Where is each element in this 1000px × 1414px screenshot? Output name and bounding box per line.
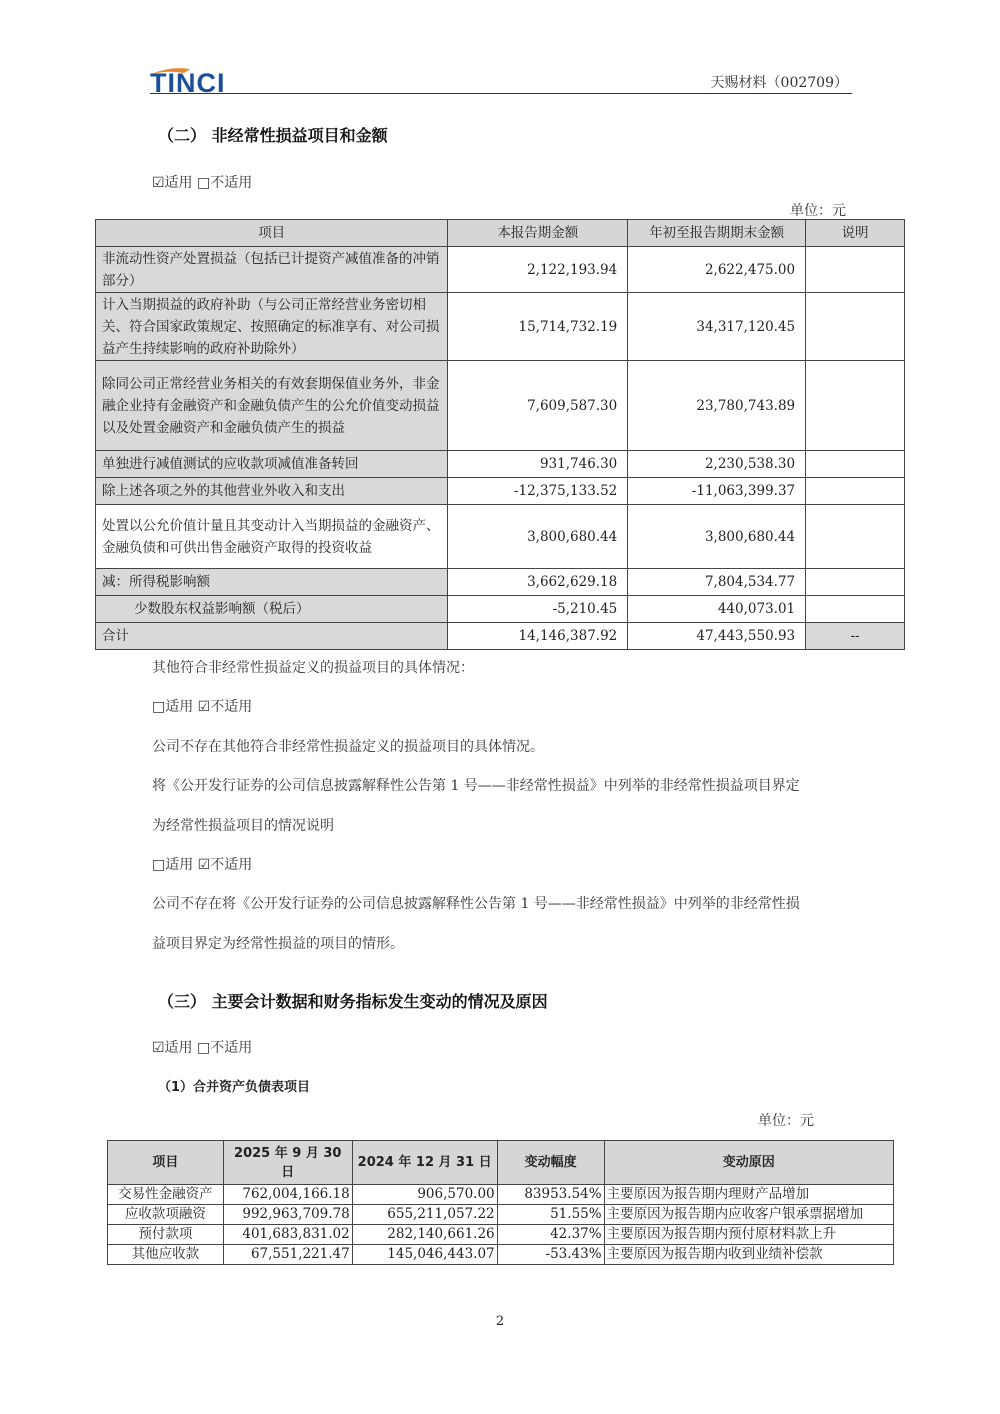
paragraph-applicable-2: □适用 ☑不适用 bbox=[152, 699, 253, 715]
row-item: 减：所得税影响额 bbox=[96, 569, 448, 596]
row-current: 3,662,629.18 bbox=[448, 569, 628, 596]
row-current: 2,122,193.94 bbox=[448, 247, 628, 293]
row-ytd: 3,800,680.44 bbox=[628, 505, 806, 569]
table-row bbox=[108, 1225, 894, 1245]
total-current: 14,146,387.92 bbox=[448, 623, 628, 650]
section-2-unit: 单位：元 bbox=[790, 203, 846, 219]
row-reason: 主要原因为报告期内预付原材料款上升 bbox=[604, 1225, 893, 1245]
row-note bbox=[806, 478, 905, 505]
row-reason: 主要原因为报告期内理财产品增加 bbox=[604, 1185, 893, 1205]
table-header-row bbox=[96, 220, 905, 247]
paragraph-definition-line2: 为经常性损益项目的情况说明 bbox=[152, 818, 334, 834]
row-item: 非流动性资产处置损益（包括已计提资产减值准备的冲销部分） bbox=[96, 247, 448, 293]
row-ytd: 23,780,743.89 bbox=[628, 361, 806, 451]
row-2025: 762,004,166.18 bbox=[223, 1185, 352, 1205]
company-name: 天赐材料（002709） bbox=[710, 75, 848, 91]
row-current: 15,714,732.19 bbox=[448, 293, 628, 361]
section-3-unit: 单位：元 bbox=[758, 1113, 814, 1129]
row-reason: 主要原因为报告期内收到业绩补偿款 bbox=[604, 1245, 893, 1265]
row-item: 预付款项 bbox=[108, 1225, 224, 1245]
table-row bbox=[96, 505, 905, 569]
row-2025: 401,683,831.02 bbox=[223, 1225, 352, 1245]
row-change: 42.37% bbox=[497, 1225, 604, 1245]
row-item: 应收款项融资 bbox=[108, 1205, 224, 1225]
row-2025: 992,963,709.78 bbox=[223, 1205, 352, 1225]
section-3-subtitle: （1）合并资产负债表项目 bbox=[158, 1080, 311, 1095]
table-row bbox=[96, 596, 905, 623]
header-item: 项目 bbox=[108, 1141, 224, 1185]
logo-text: TINCI bbox=[150, 68, 226, 94]
table-row bbox=[108, 1185, 894, 1205]
total-ytd: 47,443,550.93 bbox=[628, 623, 806, 650]
row-2024: 655,211,057.22 bbox=[352, 1205, 497, 1225]
row-ytd: 34,317,120.45 bbox=[628, 293, 806, 361]
row-note bbox=[806, 505, 905, 569]
header-2025: 2025 年 9 月 30 日 bbox=[223, 1141, 352, 1185]
row-note bbox=[806, 293, 905, 361]
row-note bbox=[806, 596, 905, 623]
non-recurring-gains-table bbox=[95, 219, 905, 650]
paragraph-other-items: 其他符合非经常性损益定义的损益项目的具体情况： bbox=[152, 660, 474, 676]
row-item: 交易性金融资产 bbox=[108, 1185, 224, 1205]
page-number: 2 bbox=[495, 1314, 505, 1329]
table-row bbox=[96, 247, 905, 293]
table-row bbox=[108, 1245, 894, 1265]
row-item: 少数股东权益影响额（税后） bbox=[96, 596, 448, 623]
paragraph-no-other-items: 公司不存在其他符合非经常性损益定义的损益项目的具体情况。 bbox=[152, 739, 544, 755]
row-note bbox=[806, 361, 905, 451]
paragraph-no-reclass-line2: 益项目界定为经常性损益的项目的情形。 bbox=[152, 936, 404, 952]
paragraph-applicable-3: □适用 ☑不适用 bbox=[152, 857, 253, 873]
row-ytd: 440,073.01 bbox=[628, 596, 806, 623]
total-label: 合计 bbox=[96, 623, 448, 650]
row-current: 931,746.30 bbox=[448, 451, 628, 478]
balance-sheet-changes-table bbox=[107, 1140, 894, 1265]
row-2024: 145,046,443.07 bbox=[352, 1245, 497, 1265]
row-reason: 主要原因为报告期内应收客户银承票据增加 bbox=[604, 1205, 893, 1225]
table-row bbox=[96, 451, 905, 478]
row-note bbox=[806, 569, 905, 596]
table-row bbox=[96, 478, 905, 505]
row-ytd: -11,063,399.37 bbox=[628, 478, 806, 505]
row-note bbox=[806, 247, 905, 293]
row-ytd: 7,804,534.77 bbox=[628, 569, 806, 596]
header-2024: 2024 年 12 月 31 日 bbox=[352, 1141, 497, 1185]
tinci-logo bbox=[150, 64, 272, 94]
row-item: 除同公司正常经营业务相关的有效套期保值业务外，非金融企业持有金融资产和金融负债产生的公允价值变动损益以及处置金融资产和金融负债产生的损益 bbox=[96, 361, 448, 451]
table-row bbox=[96, 569, 905, 596]
row-item: 除上述各项之外的其他营业外收入和支出 bbox=[96, 478, 448, 505]
row-current: -5,210.45 bbox=[448, 596, 628, 623]
row-2024: 906,570.00 bbox=[352, 1185, 497, 1205]
section-3-title: （三） 主要会计数据和财务指标发生变动的情况及原因 bbox=[158, 992, 548, 1011]
row-item: 处置以公允价值计量且其变动计入当期损益的金融资产、金融负债和可供出售金融资产取得的投资收益 bbox=[96, 505, 448, 569]
table-row bbox=[96, 361, 905, 451]
row-note bbox=[806, 451, 905, 478]
header-reason: 变动原因 bbox=[604, 1141, 893, 1185]
section-3-applicable: ☑适用 □不适用 bbox=[152, 1040, 253, 1056]
row-current: 7,609,587.30 bbox=[448, 361, 628, 451]
row-item: 其他应收款 bbox=[108, 1245, 224, 1265]
table-row bbox=[108, 1205, 894, 1225]
row-item: 计入当期损益的政府补助（与公司正常经营业务密切相关、符合国家政策规定、按照确定的标准享有、对公司损益产生持续影响的政府补助除外） bbox=[96, 293, 448, 361]
row-change: -53.43% bbox=[497, 1245, 604, 1265]
header-current: 本报告期金额 bbox=[448, 220, 628, 247]
row-ytd: 2,622,475.00 bbox=[628, 247, 806, 293]
table-row bbox=[96, 293, 905, 361]
row-current: -12,375,133.52 bbox=[448, 478, 628, 505]
row-change: 83953.54% bbox=[497, 1185, 604, 1205]
row-current: 3,800,680.44 bbox=[448, 505, 628, 569]
section-2-title: （二） 非经常性损益项目和金额 bbox=[158, 126, 388, 145]
total-note: -- bbox=[806, 623, 905, 650]
paragraph-no-reclass-line1: 公司不存在将《公开发行证券的公司信息披露解释性公告第 1 号——非经常性损益》中列举的非经常性损 bbox=[152, 896, 800, 912]
table-header-row bbox=[108, 1141, 894, 1185]
row-ytd: 2,230,538.30 bbox=[628, 451, 806, 478]
header-ytd: 年初至报告期期末金额 bbox=[628, 220, 806, 247]
header-change: 变动幅度 bbox=[497, 1141, 604, 1185]
paragraph-definition-line1: 将《公开发行证券的公司信息披露解释性公告第 1 号——非经常性损益》中列举的非经常性损益项目界定 bbox=[152, 778, 800, 794]
row-item: 单独进行减值测试的应收款项减值准备转回 bbox=[96, 451, 448, 478]
row-change: 51.55% bbox=[497, 1205, 604, 1225]
row-2025: 67,551,221.47 bbox=[223, 1245, 352, 1265]
header-divider bbox=[150, 93, 852, 94]
header-note: 说明 bbox=[806, 220, 905, 247]
header-item: 项目 bbox=[96, 220, 448, 247]
section-2-applicable: ☑适用 □不适用 bbox=[152, 175, 253, 191]
row-2024: 282,140,661.26 bbox=[352, 1225, 497, 1245]
table-total-row bbox=[96, 623, 905, 650]
